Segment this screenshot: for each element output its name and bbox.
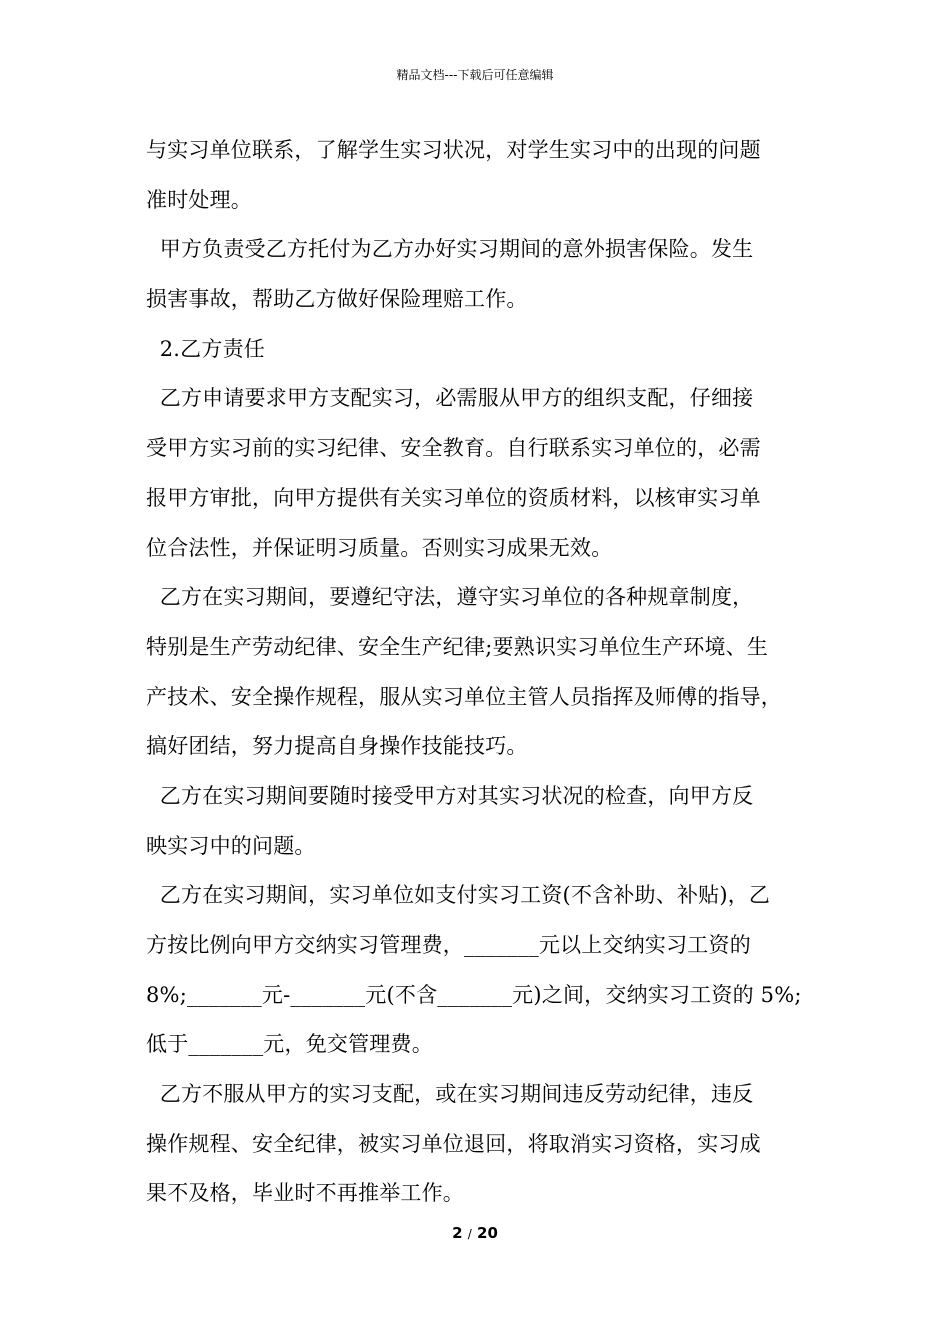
total-pages: 20 <box>477 1224 498 1242</box>
text-line: 乙方在实习期间，要遵纪守法，遵守实习单位的各种规章制度， <box>146 585 754 610</box>
text-line: 映实习中的问题。 <box>146 833 316 858</box>
text-line: 乙方在实习期间，实习单位如支付实习工资(不含补助、补贴)，乙 <box>146 883 771 908</box>
page-header: 精品文档---下载后可任意编辑 <box>396 68 554 82</box>
document-body <box>146 126 816 1219</box>
text-line: 乙方不服从甲方的实习支配，或在实习期间违反劳动纪律，违反 <box>146 1082 754 1107</box>
section-heading: 2.乙方责任 <box>146 336 265 361</box>
page-number <box>0 1224 950 1242</box>
text-line: 准时处理。 <box>146 187 252 212</box>
text-line: 位合法性，并保证明习质量。否则实习成果无效。 <box>146 535 613 560</box>
text-line: 特别是生产劳动纪律、安全生产纪律;要熟识实习单位生产环境、生 <box>146 634 769 659</box>
text-line: 操作规程、安全纪律，被实习单位退回，将取消实习资格，实习成 <box>146 1131 761 1156</box>
text-line: 低于_______元，免交管理费。 <box>146 1032 433 1057</box>
page-separator: / <box>467 1227 472 1241</box>
text-line: 损害事故，帮助乙方做好保险理赔工作。 <box>146 287 528 312</box>
text-line: 搞好团结，努力提高自身操作技能技巧。 <box>146 734 528 759</box>
text-line: 果不及格，毕业时不再推举工作。 <box>146 1181 464 1206</box>
text-line: 方按比例向甲方交纳实习管理费，_______元以上交纳实习工资的 <box>146 933 751 957</box>
text-line: 产技术、安全操作规程，服从实习单位主管人员指挥及师傅的指导， <box>146 684 782 709</box>
text-line: 乙方申请要求甲方支配实习，必需服从甲方的组织支配，仔细接 <box>146 386 754 411</box>
text-line: 与实习单位联系，了解学生实习状况，对学生实习中的出现的问题 <box>146 138 761 162</box>
text-line: 乙方在实习期间要随时接受甲方对其实习状况的检查，向甲方反 <box>146 783 754 808</box>
text-line: 报甲方审批，向甲方提供有关实习单位的资质材料，以核审实习单 <box>146 485 761 510</box>
text-line: 甲方负责受乙方托付为乙方办好实习期间的意外损害保险。发生 <box>146 237 754 262</box>
text-line: 8%;_______元-_______元(不含_______元)之间，交纳实习工资的 5%; <box>146 982 802 1007</box>
current-page: 2 <box>452 1224 463 1242</box>
text-line: 受甲方实习前的实习纪律、安全教育。自行联系实习单位的，必需 <box>146 436 761 461</box>
